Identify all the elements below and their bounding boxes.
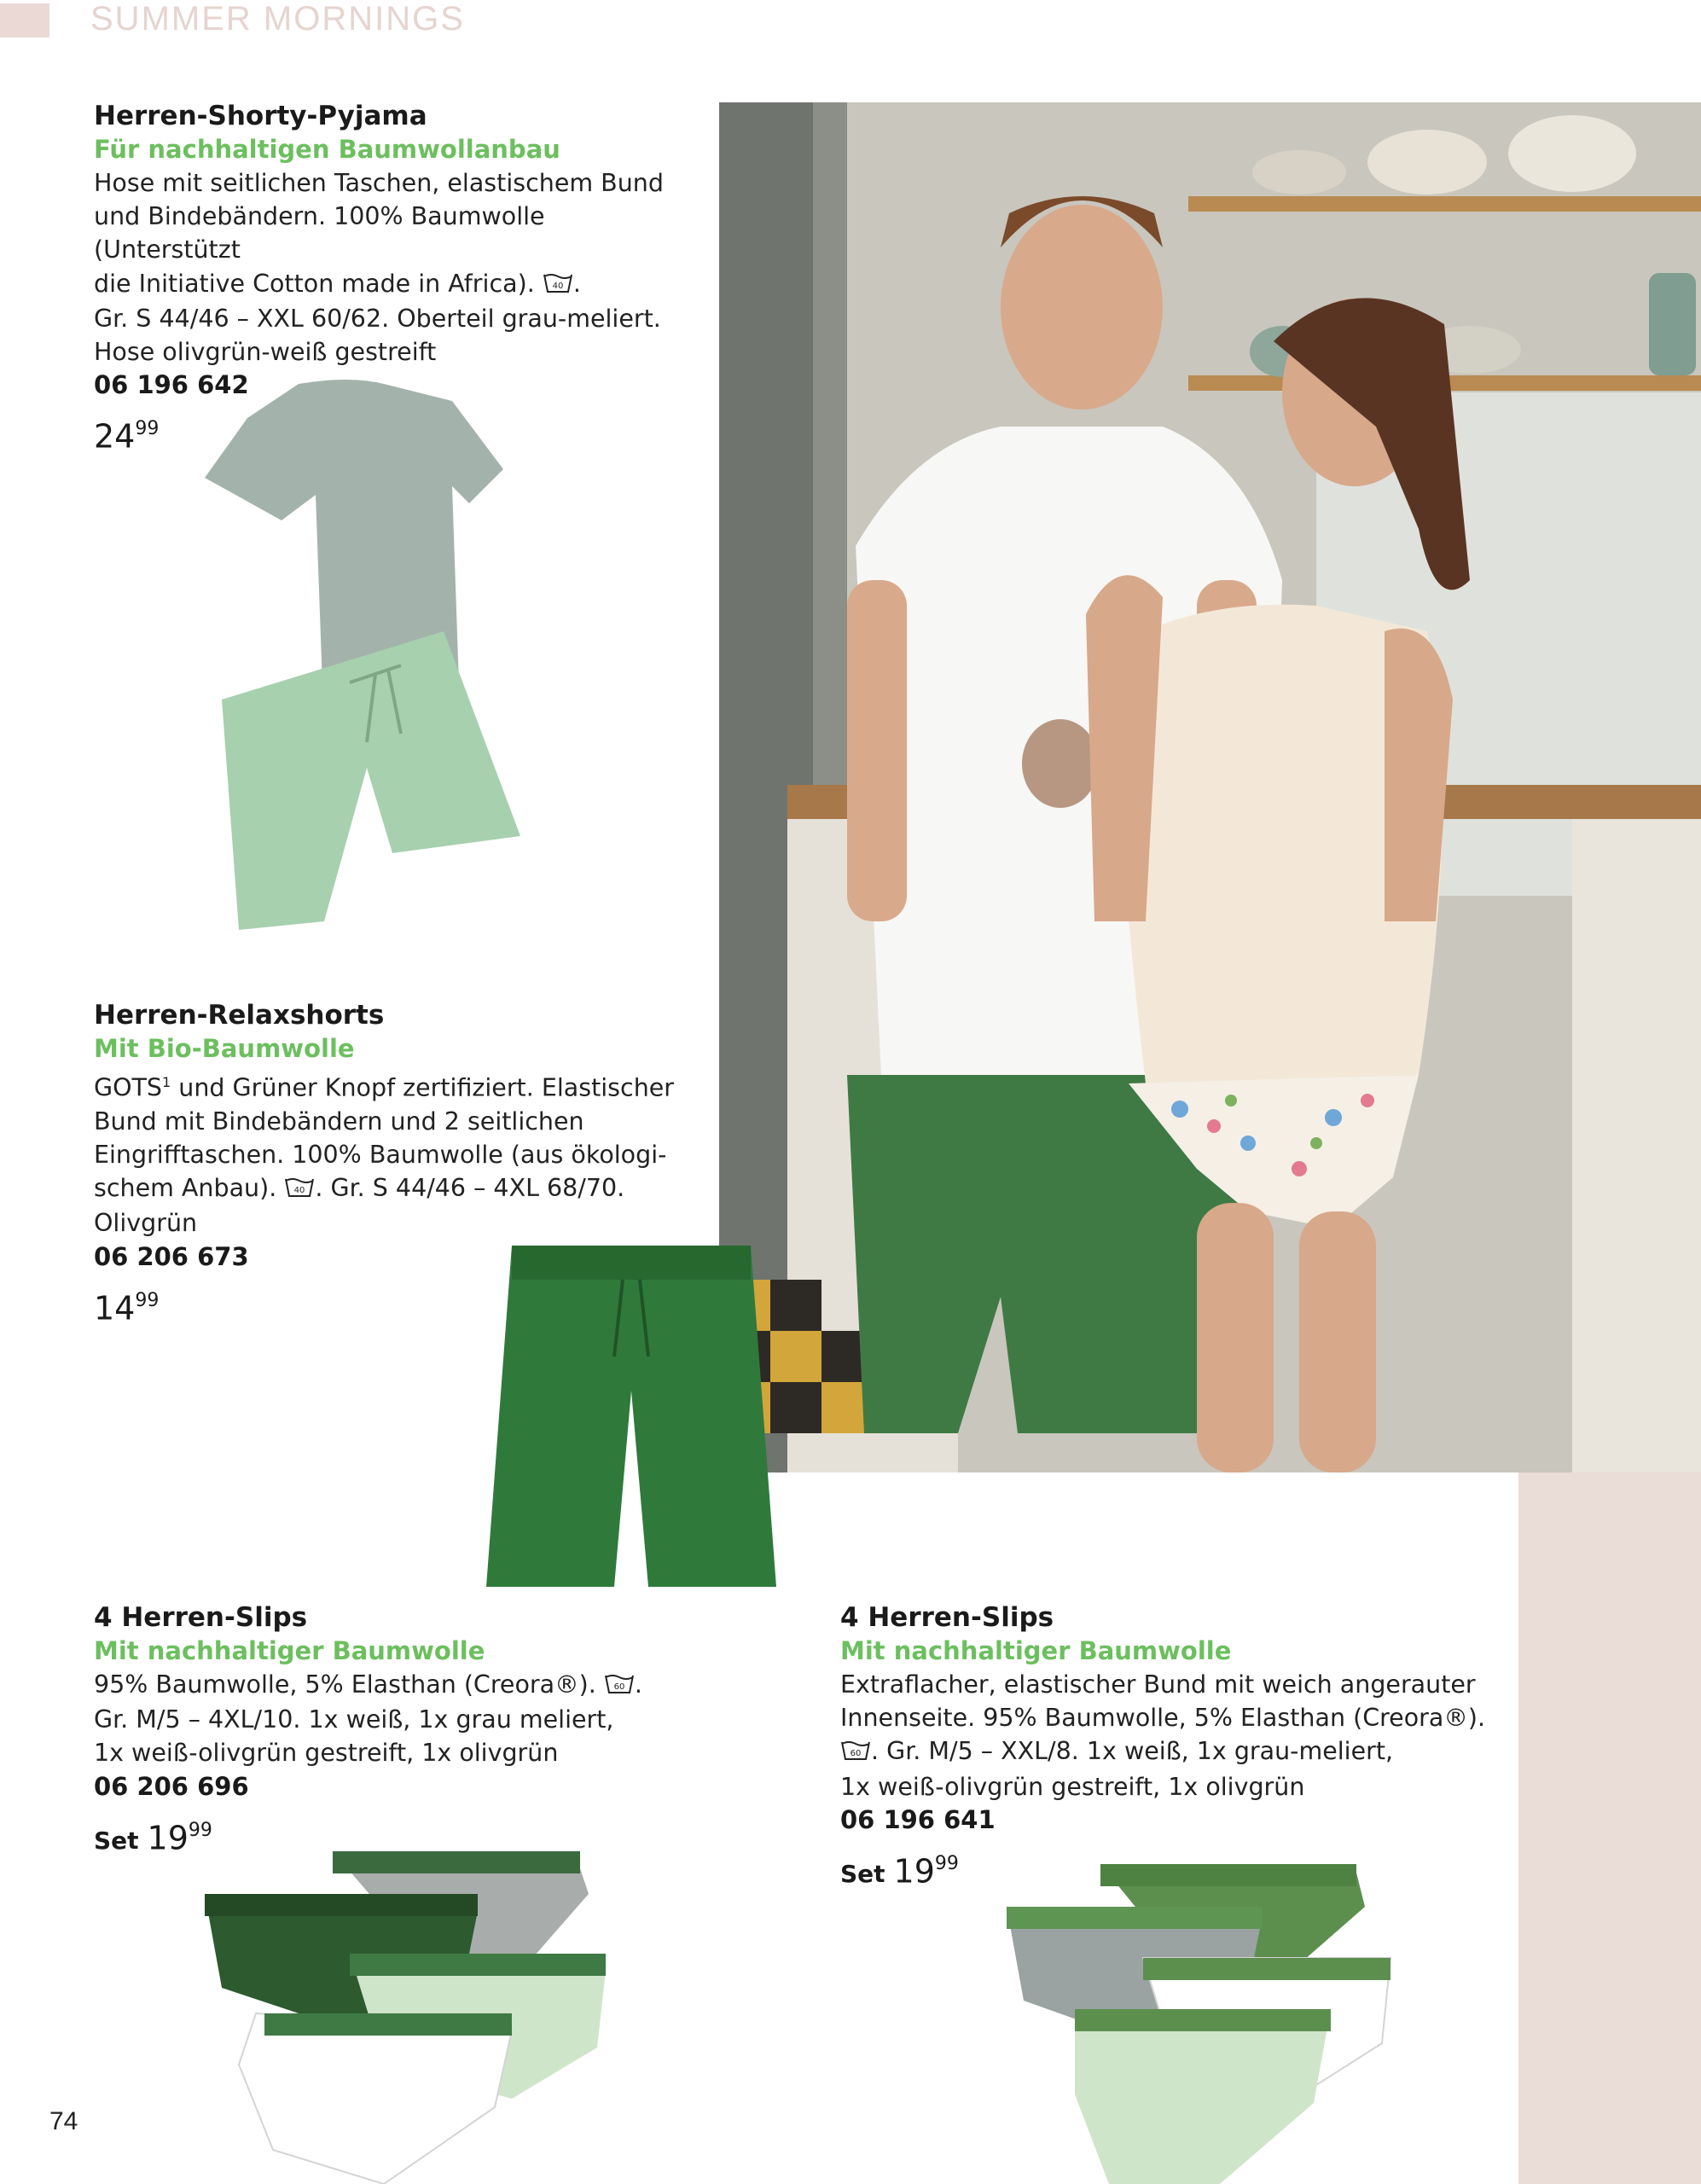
svg-text:60: 60 [850, 1749, 862, 1759]
product-name: Herren-Relaxshorts [94, 1000, 385, 1031]
product-tagline: Mit nachhaltiger Baumwolle [94, 1636, 485, 1665]
article-number: 06 196 642 [94, 370, 249, 400]
product-slips-1 [94, 1600, 691, 1860]
price: $14^{99}$ [94, 1289, 160, 1327]
product-slips-2 [840, 1600, 1506, 1893]
header-accent-bar [0, 3, 49, 38]
product-description: GOTS$^1$ und Grüner Knopf zertifiziert. Elastischer Bund mit Bindebändern und 2 seitlichen Eingrifftaschen. 100% Baumwolle (aus ökologi- schem Anbau). 40 . Gr. S 44/46 – 4XL 68/70. Olivgrün [94, 1073, 675, 1238]
product-name: 4 Herren-Slips [840, 1602, 1054, 1633]
price: Set $19^{99}$ [840, 1852, 959, 1891]
product-description: 95% Baumwolle, 5% Elasthan (Creora®). 60 . Gr. M/5 – 4XL/10. 1x weiß, 1x grau meliert, 1x weiß-olivgrün gestreift, 1x olivgrün [94, 1670, 642, 1768]
price: Set $19^{99}$ [94, 1819, 212, 1857]
product-tagline: Mit Bio-Baumwolle [94, 1034, 355, 1063]
slips-product-image-2 [1007, 1856, 1399, 2184]
article-number: 06 196 641 [840, 1804, 996, 1834]
svg-text:40: 40 [552, 281, 564, 291]
lifestyle-photo [719, 102, 1701, 1472]
product-tagline: Mit nachhaltiger Baumwolle [840, 1636, 1232, 1665]
article-number: 06 206 673 [94, 1241, 249, 1271]
relaxshorts-product-image [486, 1237, 776, 1595]
product-description: Extraflacher, elastischer Bund mit weich angerauter Innenseite. 95% Baumwolle, 5% Elasthan (Creora®). 60 . Gr. M/5 – XXL/8. 1x weiß, 1x grau-meliert, 1x weiß-olivgrün gestreift, 1x olivgrün [840, 1670, 1486, 1801]
page-number: 74 [49, 2107, 78, 2135]
article-number: 06 206 696 [94, 1771, 249, 1801]
product-tagline: Für nachhaltigen Baumwollanbau [94, 135, 560, 164]
wash-40-icon [543, 269, 573, 302]
price: $24^{99}$ [94, 417, 160, 456]
wash-60-icon [604, 1670, 635, 1703]
slips-product-image-1 [205, 1843, 631, 2184]
svg-text:60: 60 [613, 1682, 625, 1692]
product-name: Herren-Shorty-Pyjama [94, 101, 427, 131]
section-title: SUMMER MORNINGS [90, 0, 465, 38]
decorative-strip [1518, 1472, 1701, 2184]
product-name: 4 Herren-Slips [94, 1602, 308, 1633]
wash-40-icon [284, 1173, 315, 1206]
svg-text:40: 40 [293, 1186, 305, 1196]
pyjama-product-image [196, 375, 597, 938]
wash-60-icon [840, 1736, 871, 1769]
product-description: Hose mit seitlichen Taschen, elastischem Bund und Bindebändern. 100% Baumwolle (Unterstützt die Initiative Cotton made in Africa). 40 . Gr. S 44/46 – XXL 60/62. Oberteil grau-meliert. Hose olivgrün-weiß gestreift [94, 169, 664, 367]
